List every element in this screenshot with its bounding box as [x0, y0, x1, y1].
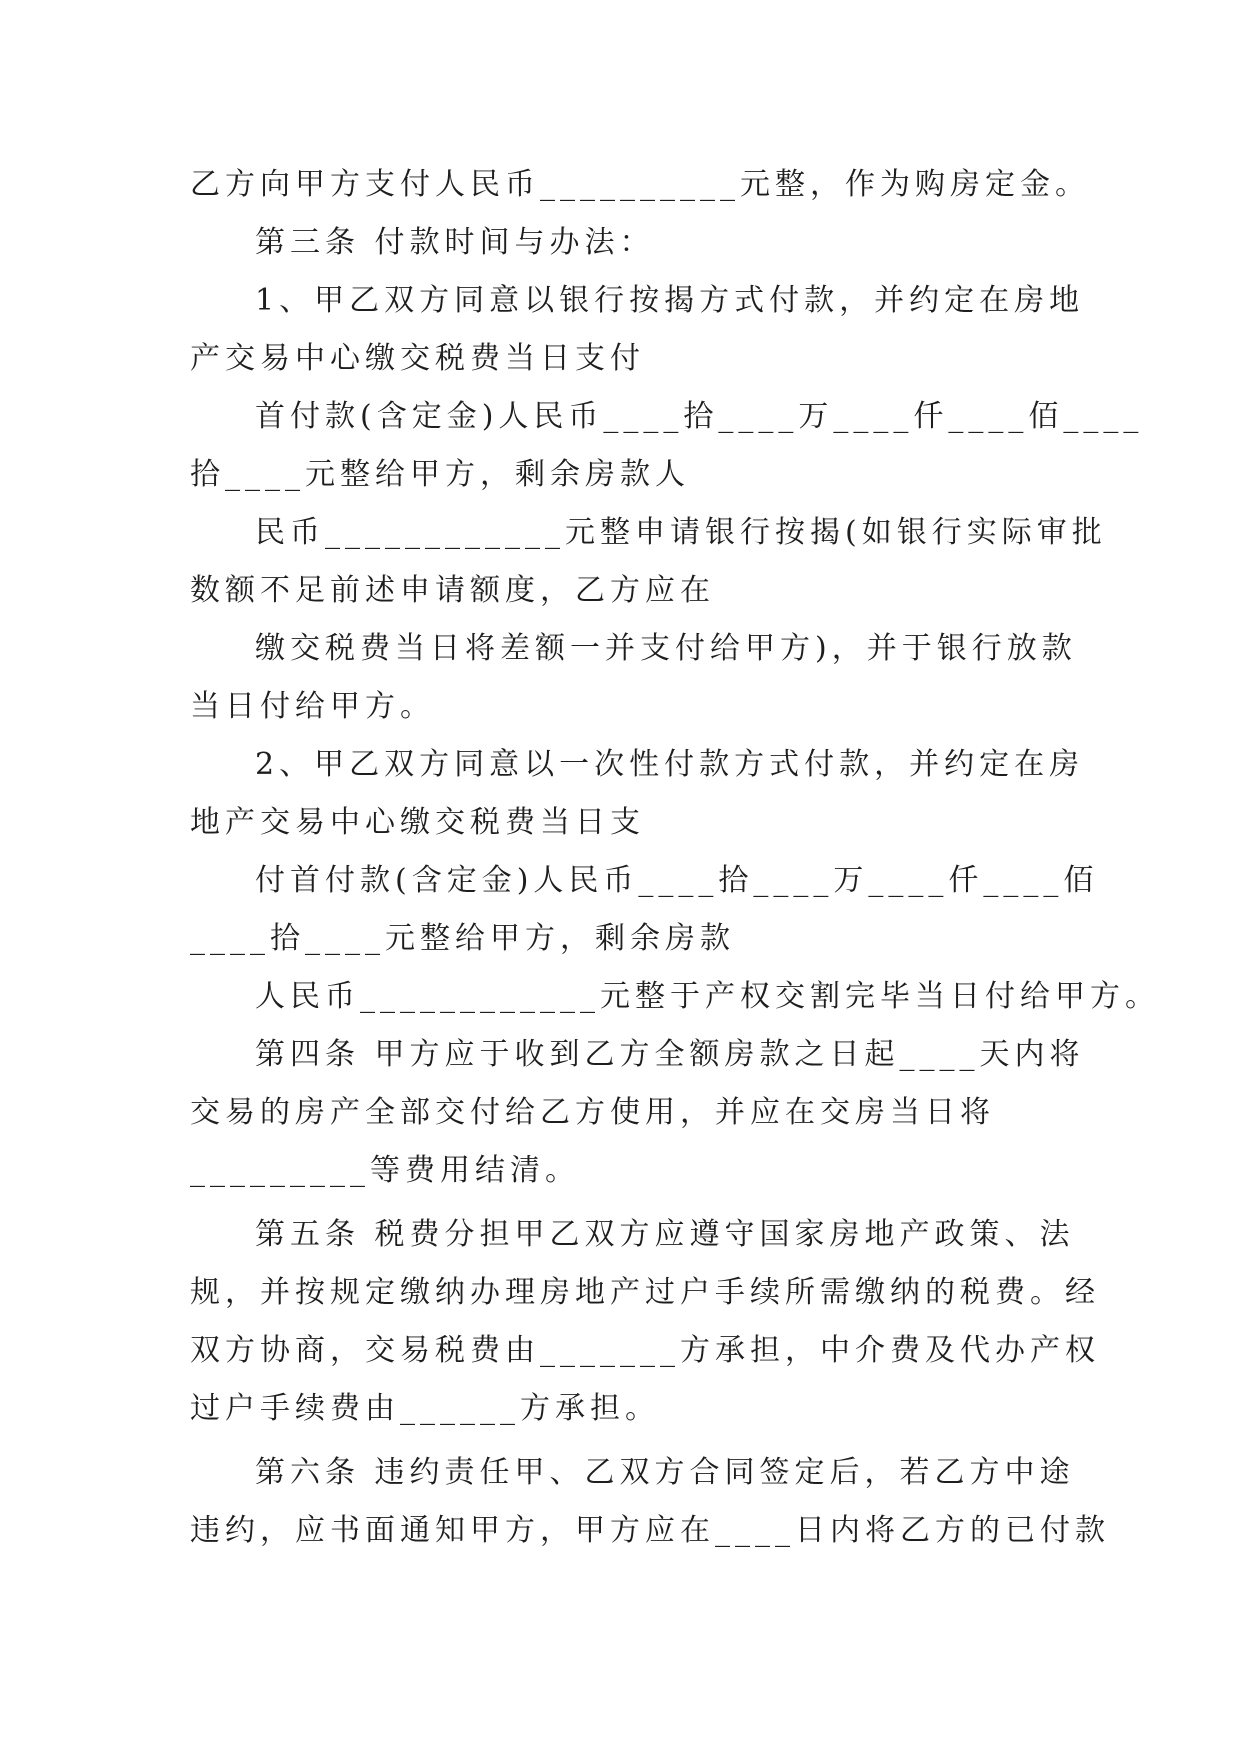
text-line: 当日付给甲方。 — [190, 689, 435, 724]
text-line: 数额不足前述申请额度，乙方应在 — [190, 573, 715, 608]
text-line: 人民币____________元整于产权交割完毕当日付给甲方。 — [255, 979, 1160, 1014]
text-line: 双方协商，交易税费由_______方承担，中介费及代办产权 — [190, 1333, 1100, 1368]
text-line: 缴交税费当日将差额一并支付给甲方)，并于银行放款 — [255, 631, 1077, 666]
section-heading: 第五条 税费分担甲乙双方应遵守国家房地产政策、法 — [255, 1217, 1075, 1252]
text-line: 规，并按规定缴纳办理房地产过户手续所需缴纳的税费。经 — [190, 1275, 1100, 1310]
text-line: 交易的房产全部交付给乙方使用，并应在交房当日将 — [190, 1095, 995, 1130]
text-line: 民币____________元整申请银行按揭(如银行实际审批 — [255, 515, 1107, 550]
text-line: 违约，应书面通知甲方，甲方应在____日内将乙方的已付款 — [190, 1513, 1110, 1548]
text-line: 过户手续费由______方承担。 — [190, 1391, 660, 1426]
section-heading: 第三条 付款时间与办法： — [255, 225, 655, 260]
section-heading: 第六条 违约责任甲、乙双方合同签定后，若乙方中途 — [255, 1455, 1075, 1490]
text-line: 乙方向甲方支付人民币__________元整，作为购房定金。 — [190, 167, 1090, 202]
text-line: 2、甲乙双方同意以一次性付款方式付款，并约定在房 — [255, 747, 1085, 782]
text-line: _________等费用结清。 — [190, 1153, 580, 1188]
section-heading: 第四条 甲方应于收到乙方全额房款之日起____天内将 — [255, 1037, 1085, 1072]
text-line: 拾____元整给甲方，剩余房款人 — [190, 457, 690, 492]
text-line: 产交易中心缴交税费当日支付 — [190, 341, 645, 376]
text-line: ____拾____元整给甲方，剩余房款 — [190, 921, 735, 956]
text-line: 1、甲乙双方同意以银行按揭方式付款，并约定在房地 — [255, 283, 1085, 318]
text-line: 首付款(含定金)人民币____拾____万____仟____佰____ — [255, 399, 1144, 434]
text-line: 付首付款(含定金)人民币____拾____万____仟____佰 — [255, 863, 1099, 898]
text-line: 地产交易中心缴交税费当日支 — [190, 805, 645, 840]
